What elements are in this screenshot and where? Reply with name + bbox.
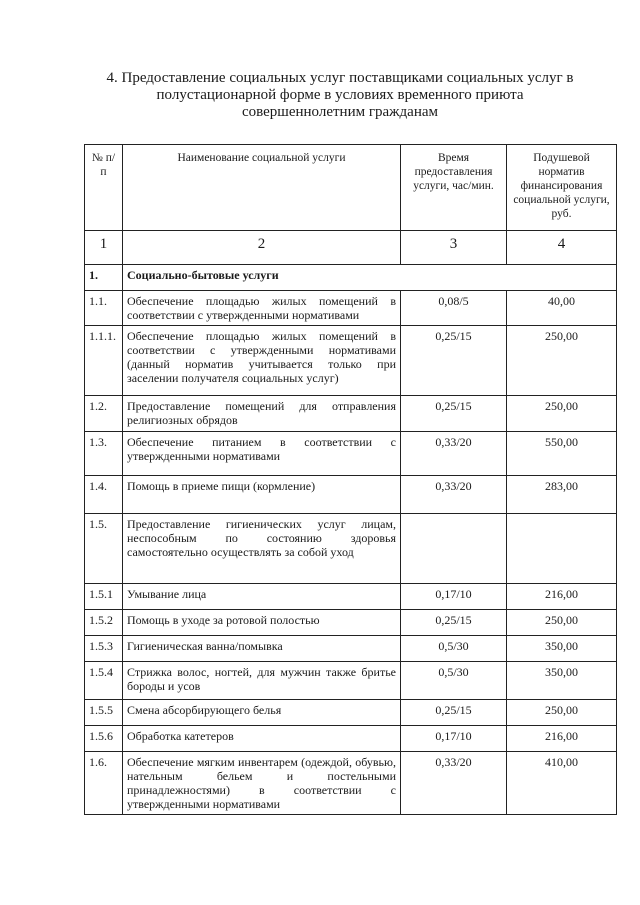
index-cell: 4 [507, 231, 617, 265]
row-norm [507, 514, 617, 584]
table-row [85, 610, 617, 636]
header-num: № п/п [85, 145, 123, 231]
row-num: 1.1.1. [85, 326, 123, 396]
row-time: 0,17/10 [401, 726, 507, 752]
table-row [85, 636, 617, 662]
title-line-2: полустационарной форме в условиях временного приюта [156, 87, 524, 103]
row-time: 0,17/10 [401, 584, 507, 610]
row-norm: 40,00 [507, 291, 617, 326]
row-num: 1.5. [85, 514, 123, 584]
row-name: Предоставление гигиенических услуг лицам, неспособным по состоянию здоровья самостоятельно осуществлять за собой уход [123, 514, 401, 584]
table-row [85, 476, 617, 514]
header-time: Время предоставления услуги, час/мин. [401, 145, 507, 231]
row-time: 0,25/15 [401, 326, 507, 396]
header-row [85, 145, 617, 231]
row-norm: 250,00 [507, 610, 617, 636]
index-cell: 3 [401, 231, 507, 265]
row-name: Смена абсорбирующего белья [123, 700, 401, 726]
row-norm: 250,00 [507, 700, 617, 726]
table-row [85, 291, 617, 326]
row-time [401, 514, 507, 584]
row-num: 1.5.4 [85, 662, 123, 700]
header-name: Наименование социальной услуги [123, 145, 401, 231]
row-num: 1.2. [85, 396, 123, 432]
row-norm: 250,00 [507, 326, 617, 396]
row-time: 0,33/20 [401, 432, 507, 476]
row-name: Обеспечение питанием в соответствии с утвержденными нормативами [123, 432, 401, 476]
section-num: 1. [85, 265, 123, 291]
index-row [85, 231, 617, 265]
section-name: Социально-бытовые услуги [123, 265, 617, 291]
row-name: Обработка катетеров [123, 726, 401, 752]
row-num: 1.5.5 [85, 700, 123, 726]
row-num: 1.5.3 [85, 636, 123, 662]
row-name: Умывание лица [123, 584, 401, 610]
row-norm: 550,00 [507, 432, 617, 476]
table-row [85, 700, 617, 726]
row-norm: 283,00 [507, 476, 617, 514]
index-cell: 1 [85, 231, 123, 265]
section-row [85, 265, 617, 291]
table-row [85, 726, 617, 752]
title-line-1: 4. Предоставление социальных услуг поставщиками социальных услуг в [106, 70, 574, 86]
row-num: 1.5.1 [85, 584, 123, 610]
table-row [85, 514, 617, 584]
table-row [85, 396, 617, 432]
table-row [85, 432, 617, 476]
row-num: 1.3. [85, 432, 123, 476]
row-name: Обеспечение площадью жилых помещений в соответствии с утвержденными нормативами (данный норматив учитывается только при заселении получателя социальных услуг) [123, 326, 401, 396]
row-name: Помощь в приеме пищи (кормление) [123, 476, 401, 514]
row-time: 0,25/15 [401, 610, 507, 636]
row-num: 1.6. [85, 752, 123, 815]
row-norm: 250,00 [507, 396, 617, 432]
row-norm: 216,00 [507, 726, 617, 752]
row-name: Предоставление помещений для отправления религиозных обрядов [123, 396, 401, 432]
row-norm: 410,00 [507, 752, 617, 815]
header-norm: Подушевой норматив финансирования социальной услуги, руб. [507, 145, 617, 231]
row-num: 1.5.6 [85, 726, 123, 752]
table-row [85, 326, 617, 396]
row-name: Обеспечение площадью жилых помещений в соответствии с утвержденными нормативами [123, 291, 401, 326]
row-num: 1.1. [85, 291, 123, 326]
row-time: 0,33/20 [401, 752, 507, 815]
table-row [85, 584, 617, 610]
document-title [70, 70, 610, 121]
row-name: Стрижка волос, ногтей, для мужчин также бритье бороды и усов [123, 662, 401, 700]
row-name: Обеспечение мягким инвентарем (одеждой, обувью, нательным бельем и постельными принадлежностями) в соответствии с утвержденными нормативами [123, 752, 401, 815]
row-num: 1.4. [85, 476, 123, 514]
table-row [85, 752, 617, 815]
row-name: Помощь в уходе за ротовой полостью [123, 610, 401, 636]
row-time: 0,25/15 [401, 396, 507, 432]
row-norm: 350,00 [507, 662, 617, 700]
services-table [84, 144, 617, 815]
row-name: Гигиеническая ванна/помывка [123, 636, 401, 662]
row-time: 0,5/30 [401, 662, 507, 700]
row-norm: 216,00 [507, 584, 617, 610]
row-num: 1.5.2 [85, 610, 123, 636]
index-cell: 2 [123, 231, 401, 265]
title-line-3: совершеннолетним гражданам [241, 104, 438, 120]
table-row [85, 662, 617, 700]
row-time: 0,08/5 [401, 291, 507, 326]
row-time: 0,25/15 [401, 700, 507, 726]
row-time: 0,5/30 [401, 636, 507, 662]
row-norm: 350,00 [507, 636, 617, 662]
row-time: 0,33/20 [401, 476, 507, 514]
